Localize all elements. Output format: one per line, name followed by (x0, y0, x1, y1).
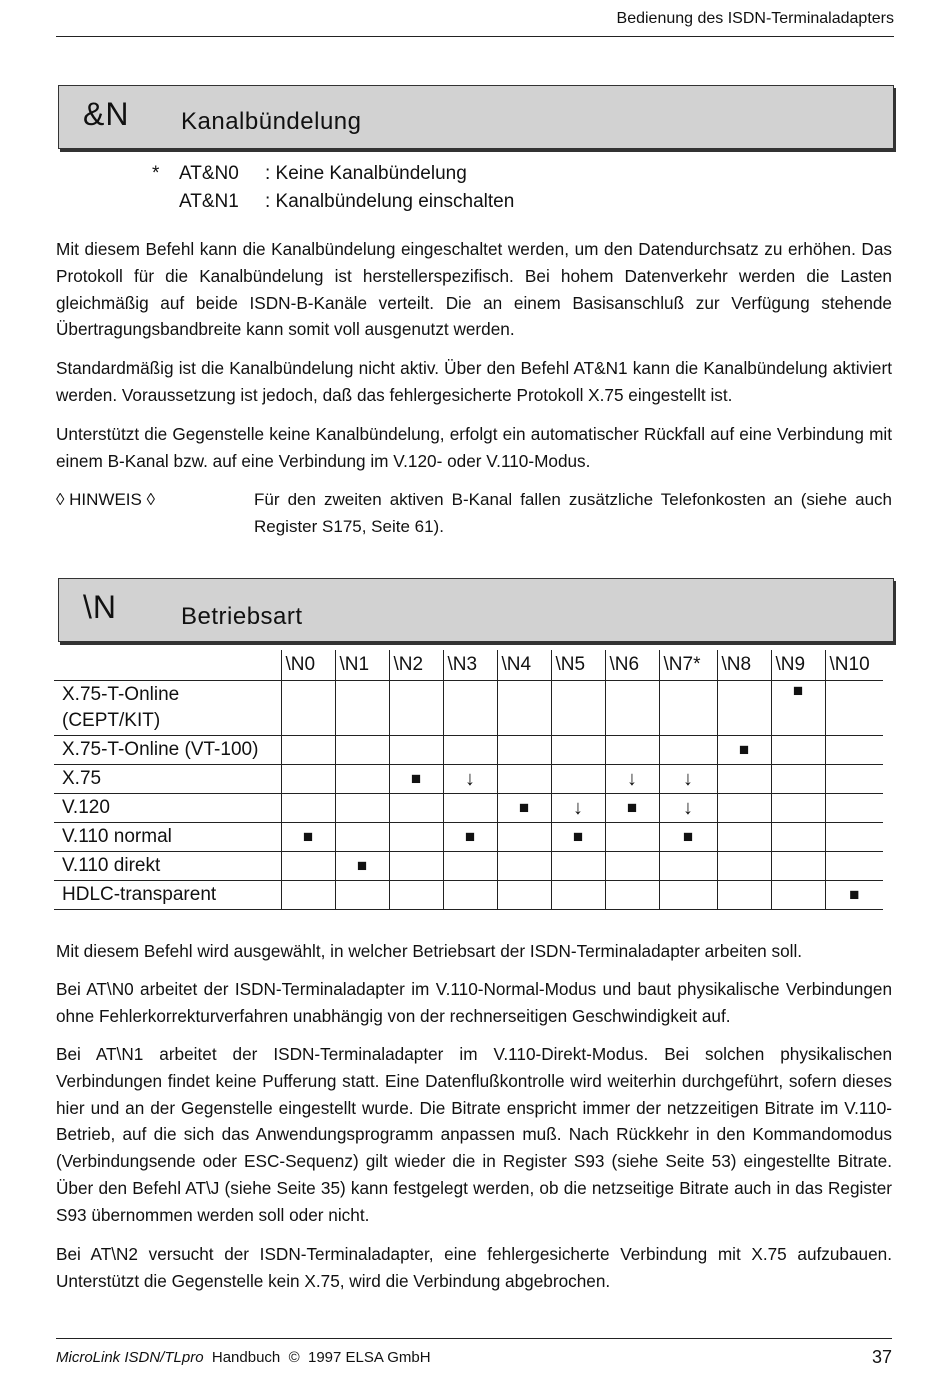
table-cell (771, 736, 825, 765)
table-cell (281, 765, 335, 794)
table-cell: ↓ (605, 765, 659, 794)
body-paragraph: Bei AT\N1 arbeitet der ISDN-Terminaladapter im V.110-Direkt-Modus. Bei solchen physikalischen Verbindungen findet keine Pufferung statt. Eine Datenflußkontrolle wird weiterhin durchgeführt, sofern dieses hier und an der Gegenstelle eingestellt wurde. Die Bitrate enspricht immer der netzzeitigen Bitrate im V.110-Betrieb, auf die sich das Anwendungsprogramm anpassen muß. Nach Rückkehr in den Kommandomodus (Verbindungsende oder ESC-Sequenz) gilt wieder die in Register S93 (siehe Seite 53) eingestellte Bitrate. Über den Befehl AT\J (siehe Seite 35) kann festgelegt werden, ob die netzseitige Bitrate auch in das Register S93 übernommen werden soll oder nicht. (56, 1044, 892, 1225)
table-cell (389, 852, 443, 881)
table-cell (497, 681, 551, 736)
table-cell (281, 736, 335, 765)
table-cell (497, 736, 551, 765)
table-cell (281, 794, 335, 823)
table-cell: ■ (443, 823, 497, 852)
row-label: HDLC-transparent (54, 881, 281, 910)
option-code: AT&N0 (179, 163, 239, 184)
body-paragraph: Bei AT\N0 arbeitet der ISDN-Terminaladapter im V.110-Normal-Modus und baut physikalische Verbindungen ohne Fehlerkorrekturverfahren unabhängig von der rechnerseitigen Geschwindigkeit auf. (56, 979, 892, 1026)
section-title: Kanalbündelung (181, 108, 362, 135)
table-cell (443, 681, 497, 736)
table-cell (717, 852, 771, 881)
table-cell (659, 852, 717, 881)
table-cell (659, 681, 717, 736)
table-cell (497, 823, 551, 852)
table-cell: ■ (605, 794, 659, 823)
table-cell (825, 736, 883, 765)
default-marker: * (152, 163, 160, 184)
table-cell: ■ (771, 681, 825, 736)
table-cell (717, 823, 771, 852)
command-name: \N (83, 589, 117, 625)
column-header: \N4 (497, 650, 551, 681)
body-paragraph: Mit diesem Befehl kann die Kanalbündelung eingeschaltet werden, um den Datendurchsatz zu erhöhen. Das Protokoll für die Kanalbündelung ist herstellerspezifisch. Bei hohem Datenverkehr werden die Lasten gleichmäßig auf beide ISDN-B-Kanäle verteilt. Die an einem Basisanschluß zur Verfügung stehende Übertragungsbandbreite kann somit voll ausgenutzt werden. (56, 239, 892, 340)
row-label: X.75-T-Online (VT-100) (54, 736, 281, 765)
table-row (54, 681, 883, 736)
table-cell (771, 794, 825, 823)
table-cell (825, 765, 883, 794)
table-cell (443, 852, 497, 881)
table-cell (389, 881, 443, 910)
column-header: \N6 (605, 650, 659, 681)
table-cell (551, 736, 605, 765)
table-cell: ↓ (551, 794, 605, 823)
column-header: \N5 (551, 650, 605, 681)
table-cell: ■ (497, 794, 551, 823)
table-header-row (54, 650, 883, 681)
page-footer (56, 1338, 892, 1366)
table-cell: ■ (551, 823, 605, 852)
table-cell (717, 794, 771, 823)
column-header: \N2 (389, 650, 443, 681)
mode-table (54, 650, 883, 910)
table-cell (335, 681, 389, 736)
default-marker (152, 188, 179, 216)
table-cell (389, 794, 443, 823)
table-cell (281, 681, 335, 736)
table-cell (335, 736, 389, 765)
row-label: X.75 (54, 765, 281, 794)
table-cell: ■ (825, 881, 883, 910)
table-cell (443, 881, 497, 910)
column-header: \N9 (771, 650, 825, 681)
table-corner (54, 650, 281, 681)
body-paragraph: Bei AT\N2 versucht der ISDN-Terminaladapter, eine fehlergesicherte Verbindung mit X.75 aufzubauen. Unterstützt die Gegenstelle kein X.75, wird die Verbindung abgebrochen. (56, 1244, 892, 1291)
table-cell (659, 736, 717, 765)
table-cell (497, 852, 551, 881)
column-header: \N7* (659, 650, 717, 681)
table-cell: ■ (659, 823, 717, 852)
row-label: V.110 direkt (54, 852, 281, 881)
table-cell (771, 765, 825, 794)
table-cell (717, 881, 771, 910)
table-cell (335, 765, 389, 794)
table-cell (659, 881, 717, 910)
table-cell (389, 681, 443, 736)
running-header: Bedienung des ISDN-Terminaladapters (56, 10, 894, 37)
table-cell (717, 681, 771, 736)
table-cell (717, 765, 771, 794)
table-row (54, 765, 883, 794)
table-cell: ■ (281, 823, 335, 852)
column-header: \N1 (335, 650, 389, 681)
table-cell (605, 736, 659, 765)
table-cell (389, 823, 443, 852)
column-header: \N8 (717, 650, 771, 681)
table-cell (443, 736, 497, 765)
table-cell (771, 823, 825, 852)
section-title: Betriebsart (181, 603, 303, 630)
table-cell (605, 881, 659, 910)
footer-text: Handbuch © 1997 ELSA GmbH (203, 1349, 431, 1366)
table-cell: ■ (717, 736, 771, 765)
table-cell (825, 794, 883, 823)
body-paragraph: Mit diesem Befehl wird ausgewählt, in welcher Betriebsart der ISDN-Terminaladapter arbeiten soll. (56, 941, 803, 961)
table-cell: ↓ (659, 765, 717, 794)
table-cell (281, 881, 335, 910)
table-cell: ↓ (659, 794, 717, 823)
command-options (152, 160, 514, 216)
table-cell (389, 736, 443, 765)
table-cell (551, 852, 605, 881)
table-cell: ■ (335, 852, 389, 881)
table-cell: ↓ (443, 765, 497, 794)
row-label: X.75-T-Online (CEPT/KIT) (54, 681, 281, 736)
table-cell (281, 852, 335, 881)
table-cell (497, 765, 551, 794)
body-paragraph: Standardmäßig ist die Kanalbündelung nicht aktiv. Über den Befehl AT&N1 kann die Kanalbündelung aktiviert werden. Voraussetzung ist jedoch, daß das fehlergesicherte Protokoll X.75 eingestellt ist. (56, 358, 892, 405)
column-header: \N0 (281, 650, 335, 681)
page-number: 37 (871, 1347, 892, 1367)
table-cell (551, 681, 605, 736)
section-banner-kanalbuendelung (58, 85, 894, 149)
table-cell (335, 881, 389, 910)
table-cell (551, 765, 605, 794)
body-paragraph: Unterstützt die Gegenstelle keine Kanalbündelung, erfolgt ein automatischer Rückfall auf eine Verbindung mit einem B-Kanal bzw. auf eine Verbindung im V.120- oder V.110-Modus. (56, 424, 892, 471)
option-desc: : Keine Kanalbündelung (265, 163, 467, 184)
table-cell (443, 794, 497, 823)
column-header: \N10 (825, 650, 883, 681)
table-cell (605, 852, 659, 881)
table-row (54, 852, 883, 881)
table-cell (335, 794, 389, 823)
table-row (54, 794, 883, 823)
table-cell (335, 823, 389, 852)
note-label: ◊ HINWEIS ◊ (56, 490, 155, 509)
product-name: MicroLink ISDN/TLpro (56, 1349, 204, 1366)
table-cell (771, 852, 825, 881)
table-row (54, 823, 883, 852)
column-header: \N3 (443, 650, 497, 681)
table-cell (551, 881, 605, 910)
table-cell: ■ (389, 765, 443, 794)
table-row (54, 881, 883, 910)
table-cell (825, 823, 883, 852)
option-desc: : Kanalbündelung einschalten (265, 191, 515, 212)
table-cell (497, 881, 551, 910)
option-row (152, 188, 514, 216)
table-row (54, 736, 883, 765)
command-name: &N (83, 96, 130, 132)
row-label: V.110 normal (54, 823, 281, 852)
table-cell (825, 852, 883, 881)
option-row (152, 160, 514, 188)
note-text: Für den zweiten aktiven B-Kanal fallen zusätzliche Telefonkosten an (siehe auch Register S175, Seite 61). (254, 490, 892, 536)
table-cell (825, 681, 883, 736)
table-cell (771, 881, 825, 910)
table-cell (605, 823, 659, 852)
section-banner-betriebsart (58, 578, 894, 642)
table-cell (605, 681, 659, 736)
option-code: AT&N1 (179, 191, 239, 212)
row-label: V.120 (54, 794, 281, 823)
